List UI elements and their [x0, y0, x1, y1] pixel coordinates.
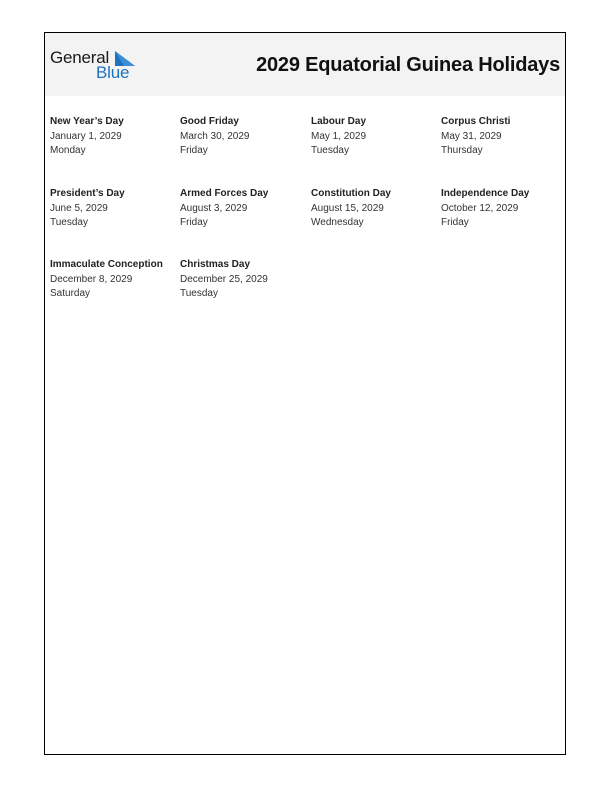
- holiday-weekday: Friday: [441, 217, 469, 228]
- holiday-weekday: Tuesday: [311, 145, 349, 156]
- holiday-date: August 3, 2029: [180, 202, 248, 214]
- holiday-weekday: Wednesday: [311, 217, 364, 228]
- logo-word-general: General: [50, 48, 110, 67]
- holiday-item: [50, 115, 178, 159]
- holiday-item: [441, 187, 569, 231]
- holiday-name: Good Friday: [180, 116, 239, 127]
- holiday-name: New Year’s Day: [50, 116, 124, 127]
- logo: [50, 48, 140, 84]
- holiday-name: Immaculate Conception: [50, 259, 163, 270]
- holiday-name: Independence Day: [441, 188, 530, 199]
- holiday-weekday: Tuesday: [180, 288, 218, 299]
- page-title: 2029 Equatorial Guinea Holidays: [256, 54, 560, 76]
- holiday-name: Labour Day: [311, 116, 367, 127]
- holiday-name: Constitution Day: [311, 188, 391, 199]
- holiday-item: [180, 258, 308, 302]
- holiday-date: May 1, 2029: [311, 130, 367, 142]
- header-band: [45, 33, 565, 96]
- holiday-item: [180, 115, 308, 159]
- holiday-item: [50, 258, 178, 302]
- holiday-weekday: Thursday: [441, 145, 483, 156]
- holiday-item: [311, 187, 439, 231]
- holiday-item: [50, 187, 178, 231]
- holiday-name: President’s Day: [50, 188, 125, 199]
- holiday-name: Armed Forces Day: [180, 188, 269, 199]
- holiday-date: June 5, 2029: [50, 202, 108, 214]
- holiday-date: March 30, 2029: [180, 130, 250, 142]
- holiday-weekday: Friday: [180, 217, 208, 228]
- holiday-weekday: Monday: [50, 145, 86, 156]
- holiday-date: May 31, 2029: [441, 130, 502, 142]
- holiday-name: Corpus Christi: [441, 116, 511, 127]
- holiday-date: December 25, 2029: [180, 273, 268, 285]
- holiday-date: January 1, 2029: [50, 130, 122, 142]
- holiday-item: [441, 115, 569, 159]
- holiday-date: August 15, 2029: [311, 202, 384, 214]
- holiday-weekday: Tuesday: [50, 217, 88, 228]
- holiday-weekday: Saturday: [50, 288, 91, 299]
- holiday-item: [311, 115, 439, 159]
- holiday-item: [180, 187, 308, 231]
- holiday-weekday: Friday: [180, 145, 208, 156]
- page-frame: [44, 32, 566, 755]
- logo-word-blue: Blue: [96, 63, 130, 82]
- holiday-date: October 12, 2029: [441, 202, 519, 214]
- holiday-date: December 8, 2029: [50, 273, 133, 285]
- holiday-name: Christmas Day: [180, 259, 251, 270]
